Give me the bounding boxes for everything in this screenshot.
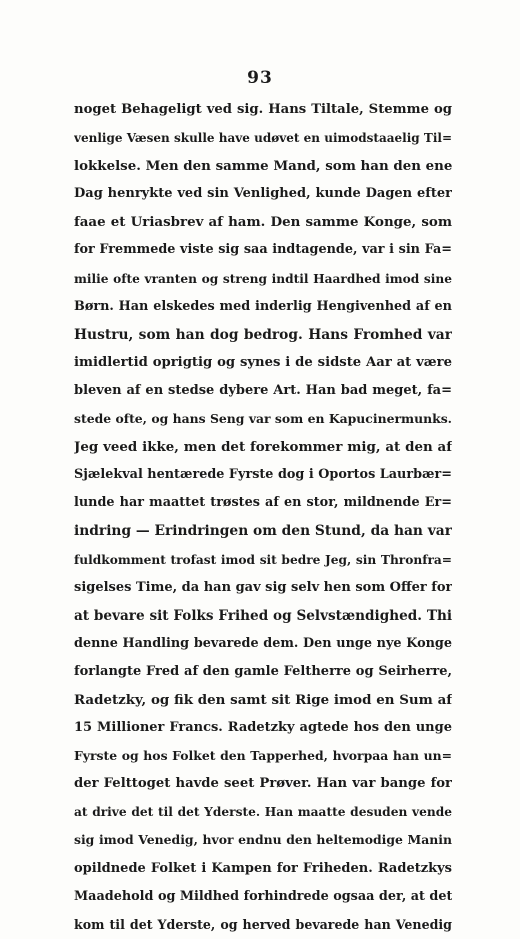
text-line: for Fremmede viste sig saa indtagende, var i sin Fa= (74, 242, 452, 258)
text-line: faae et Uriasbrev af ham. Den samme Konge, som (74, 214, 452, 231)
text-line: noget Behageligt ved sig. Hans Tiltale, Stemme og (74, 102, 452, 117)
text-line: kom til det Yderste, og herved bevarede han Venedig (74, 916, 452, 932)
text-line: milie ofte vranten og streng indtil Haardhed imod sine (74, 271, 452, 286)
text-line: Fyrste og hos Folket den Tapperhed, hvorpaa han un= (74, 748, 452, 764)
text-line: lokkelse. Men den samme Mand, som han den ene (74, 158, 452, 175)
text-line: Jeg veed ikke, men det forekommer mig, at den af (74, 439, 452, 456)
text-line: Børn. Han elskedes med inderlig Hengivenhed af en (74, 298, 452, 314)
text-line: denne Handling bevarede dem. Den unge nye Konge (74, 635, 452, 651)
text-line: Hustru, som han dog bedrog. Hans Fromhed var (74, 326, 452, 343)
body-text (74, 96, 452, 939)
text-line: stede ofte, og hans Seng var som en Kapucinermunks. (74, 411, 452, 427)
text-line: sig imod Venedig, hvor endnu den heltemodige Manin (74, 832, 452, 848)
text-line: fuldkomment trofast imod sit bedre Jeg, sin Thronfra= (74, 552, 452, 567)
text-line: 15 Millioner Francs. Radetzky agtede hos den unge (74, 720, 452, 736)
text-line: imidlertid oprigtig og synes i de sidste Aar at være (74, 354, 452, 370)
text-line: sigelses Time, da han gav sig selv hen som Offer for (74, 579, 452, 595)
text-line: at drive det til det Yderste. Han maatte desuden vende (74, 805, 452, 820)
text-line: bleven af en stedse dybere Art. Han bad meget, fa= (74, 382, 452, 398)
text-line: Dag henrykte ved sin Venlighed, kunde Dagen efter (74, 186, 452, 202)
text-line: lunde har maattet trøstes af en stor, mildnende Er= (74, 495, 452, 511)
text-line: Radetzky, og fik den samt sit Rige imod en Sum af (74, 691, 452, 708)
text-line: Sjælekval hentærede Fyrste dog i Oportos Laurbær= (74, 467, 452, 483)
page-number: 93 (247, 68, 273, 88)
text-line: at bevare sit Folks Frihed og Selvstændighed. Thi (74, 607, 452, 624)
text-line: forlangte Fred af den gamle Feltherre og Seirherre, (74, 663, 452, 679)
text-line: opildnede Folket i Kampen for Friheden. Radetzkys (74, 860, 452, 876)
text-line: Maadehold og Mildhed forhindrede ogsaa der, at det (74, 888, 452, 904)
text-line: indring — Erindringen om den Stund, da han var (74, 523, 452, 540)
text-line: venlige Væsen skulle have udøvet en uimodstaaelig Til= (74, 131, 452, 146)
text-line: der Felttoget havde seet Prøver. Han var bange for (74, 776, 452, 792)
